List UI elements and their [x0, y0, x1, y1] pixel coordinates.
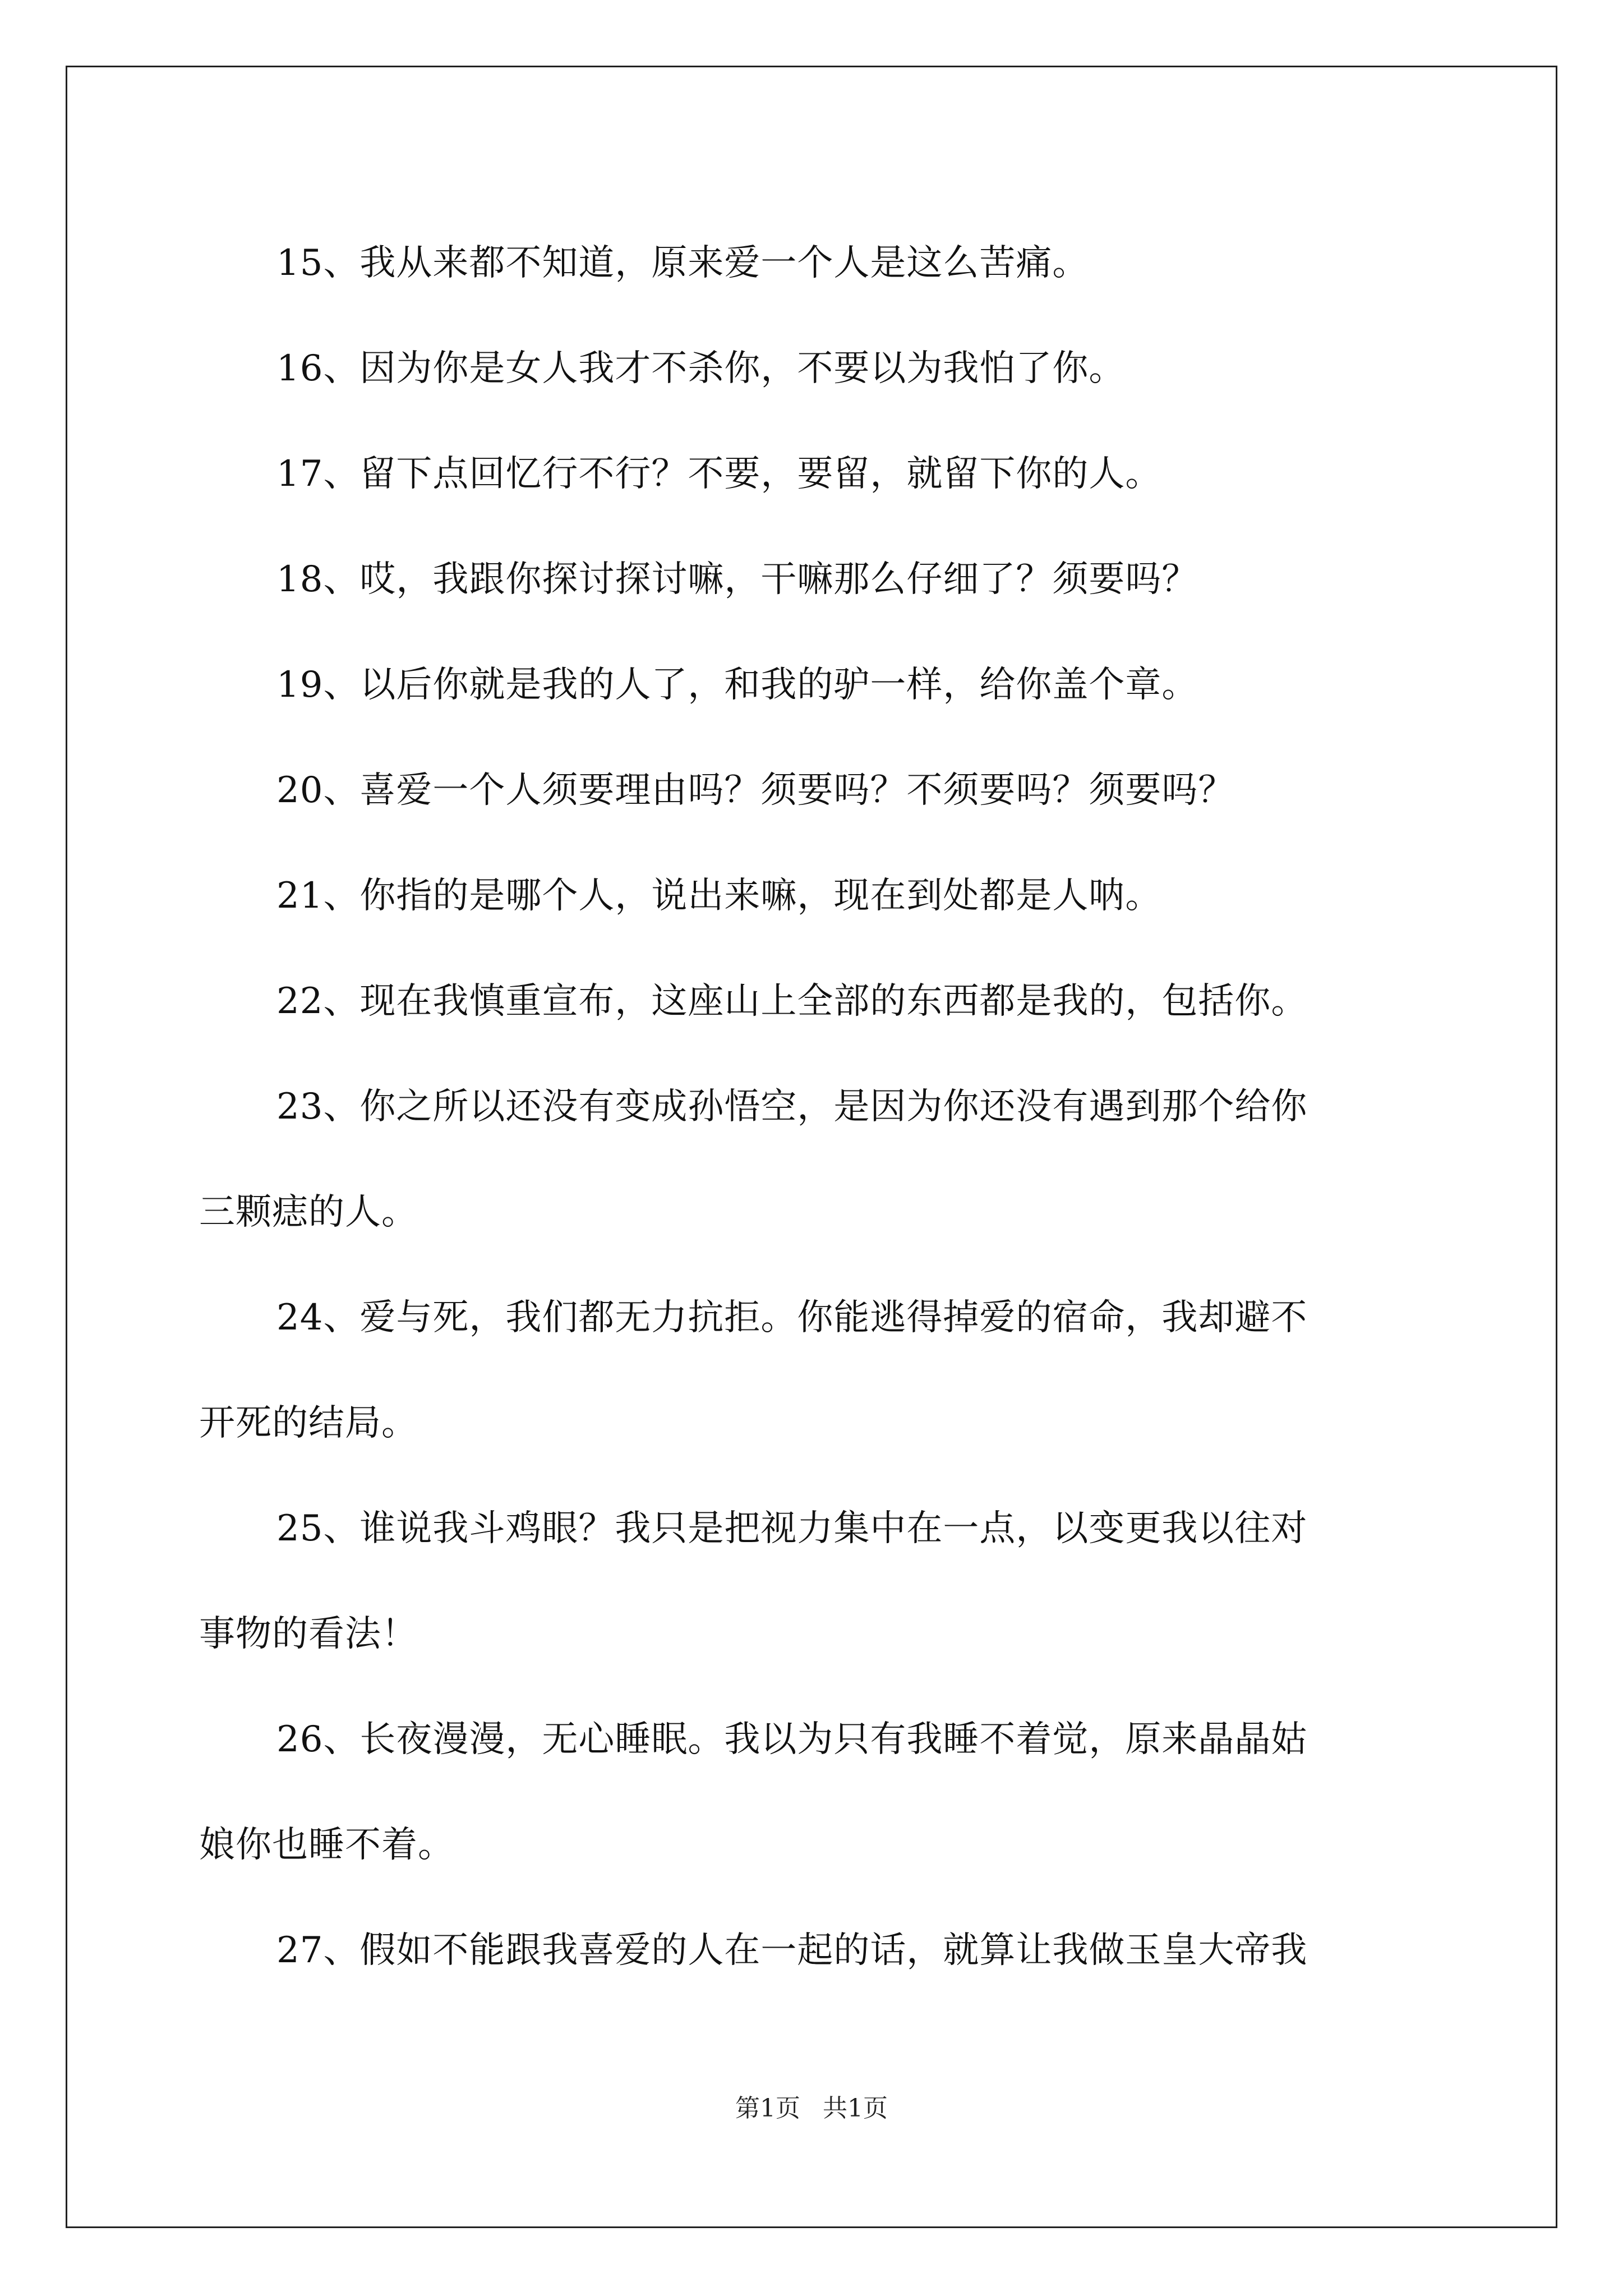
paragraph-line: 24、爱与死，我们都无力抗拒。你能逃得掉爱的宿命，我却避不 [276, 1297, 1308, 1338]
paragraph-15 [199, 210, 1424, 316]
page-number-total: 共1页 [823, 2094, 888, 2123]
paragraph-27 [199, 1898, 1424, 2003]
page-footer [0, 2088, 1623, 2124]
paragraph-line: 17、留下点回忆行不行？不要，要留，就留下你的人。 [276, 453, 1162, 495]
paragraph-line: 19、以后你就是我的人了，和我的驴一样，给你盖个章。 [276, 664, 1198, 706]
paragraph-17 [199, 421, 1424, 527]
paragraph-19 [199, 632, 1424, 738]
paragraph-line: 18、哎，我跟你探讨探讨嘛，干嘛那么仔细了？须要吗？ [276, 559, 1198, 600]
paragraph-line: 开死的结局。 [199, 1402, 418, 1444]
paragraph-16 [199, 316, 1424, 421]
paragraph-line: 16、因为你是女人我才不杀你，不要以为我怕了你。 [276, 348, 1126, 389]
paragraph-25 [199, 1476, 1424, 1687]
paragraph-21 [199, 843, 1424, 949]
paragraph-line: 娘你也睡不着。 [199, 1824, 454, 1866]
paragraph-20 [199, 738, 1424, 843]
paragraph-line: 事物的看法！ [199, 1613, 418, 1655]
paragraph-line: 27、假如不能跟我喜爱的人在一起的话，就算让我做玉皇大帝我 [276, 1930, 1308, 1971]
paragraph-26 [199, 1687, 1424, 1898]
paragraph-line: 25、谁说我斗鸡眼？我只是把视力集中在一点，以变更我以往对 [276, 1508, 1308, 1549]
paragraph-line: 22、现在我慎重宣布，这座山上全部的东西都是我的，包括你。 [276, 981, 1308, 1022]
paragraph-24 [199, 1265, 1424, 1476]
paragraph-line: 23、你之所以还没有变成孙悟空，是因为你还没有遇到那个给你 [276, 1086, 1308, 1128]
page-number-current: 第1页 [735, 2094, 800, 2123]
paragraph-line: 三颗痣的人。 [199, 1191, 418, 1233]
paragraph-line: 26、长夜漫漫，无心睡眠。我以为只有我睡不着觉，原来晶晶姑 [276, 1719, 1308, 1760]
paragraph-line: 21、你指的是哪个人，说出来嘛，现在到处都是人呐。 [276, 875, 1162, 917]
paragraph-18 [199, 527, 1424, 632]
paragraph-line: 20、喜爱一个人须要理由吗？须要吗？不须要吗？须要吗？ [276, 770, 1235, 811]
document-body [199, 210, 1424, 2003]
paragraph-22 [199, 949, 1424, 1054]
paragraph-line: 15、我从来都不知道，原来爱一个人是这么苦痛。 [276, 242, 1089, 284]
paragraph-23 [199, 1054, 1424, 1265]
